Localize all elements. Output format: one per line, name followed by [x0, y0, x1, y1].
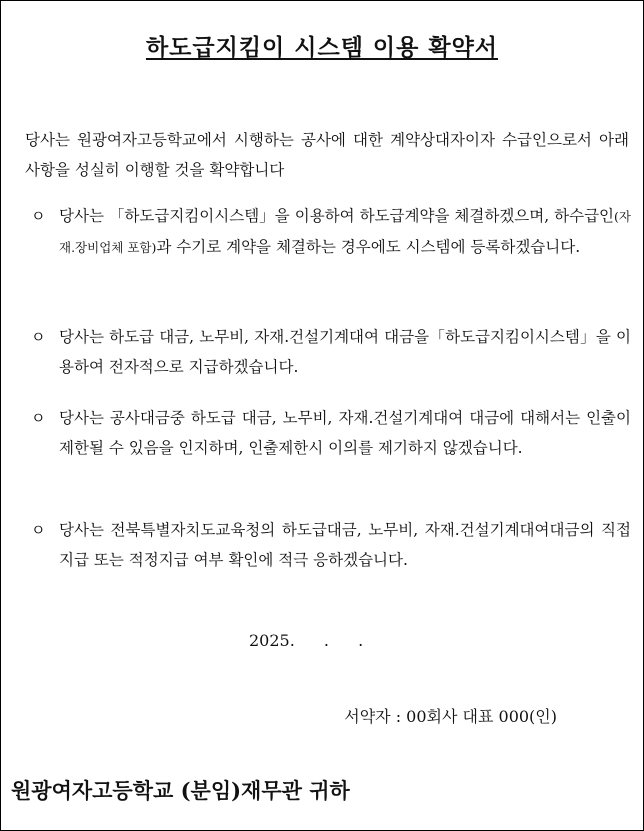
clause-2 — [31, 322, 631, 382]
date-line: 2025. . . — [249, 631, 364, 650]
bullet-icon: ㅇ — [31, 207, 46, 225]
clause-1-text: 당사는 「하도급지킴이시스템」을 이용하여 하도급계약을 체결하겠으며, 하수급인(자재.장비업체 포함)과 수기로 계약을 체결하는 경우에도 시스템에 등록하겠습니다. — [59, 207, 631, 256]
clause-4 — [31, 515, 631, 575]
clause-2-text: 당사는 하도급 대금, 노무비, 자재.건설기계대여 대금을「하도급지킴이시스템」을 이용하여 전자적으로 지급하겠습니다. — [59, 328, 631, 376]
clause-4-text: 당사는 전북특별자치도교육청의 하도급대금, 노무비, 자재.건설기계대여대금의 직접지급 또는 적정지급 여부 확인에 적극 응하겠습니다. — [59, 521, 631, 569]
document-title: 하도급지킴이 시스템 이용 확약서 — [145, 35, 499, 61]
clause-3-text: 당사는 공사대금중 하도급 대금, 노무비, 자재.건설기계대여 대금에 대해서는 인출이 제한될 수 있음을 인지하며, 인출제한시 이의를 제기하지 않겠습니다. — [59, 409, 631, 457]
bullet-icon: ㅇ — [31, 521, 46, 539]
clause-1 — [31, 201, 631, 263]
clause-3 — [31, 403, 631, 463]
intro-paragraph: 당사는 원광여자고등학교에서 시행하는 공사에 대한 계약상대자이자 수급인으로서 아래 사항을 성실히 이행할 것을 확약합니다 — [25, 131, 629, 179]
signer-line: 서약자 : 00회사 대표 000(인) — [344, 707, 557, 726]
recipient-line: 원광여자고등학교 (분임)재무관 귀하 — [11, 778, 350, 803]
bullet-icon: ㅇ — [31, 328, 46, 346]
bullet-icon: ㅇ — [31, 409, 46, 427]
